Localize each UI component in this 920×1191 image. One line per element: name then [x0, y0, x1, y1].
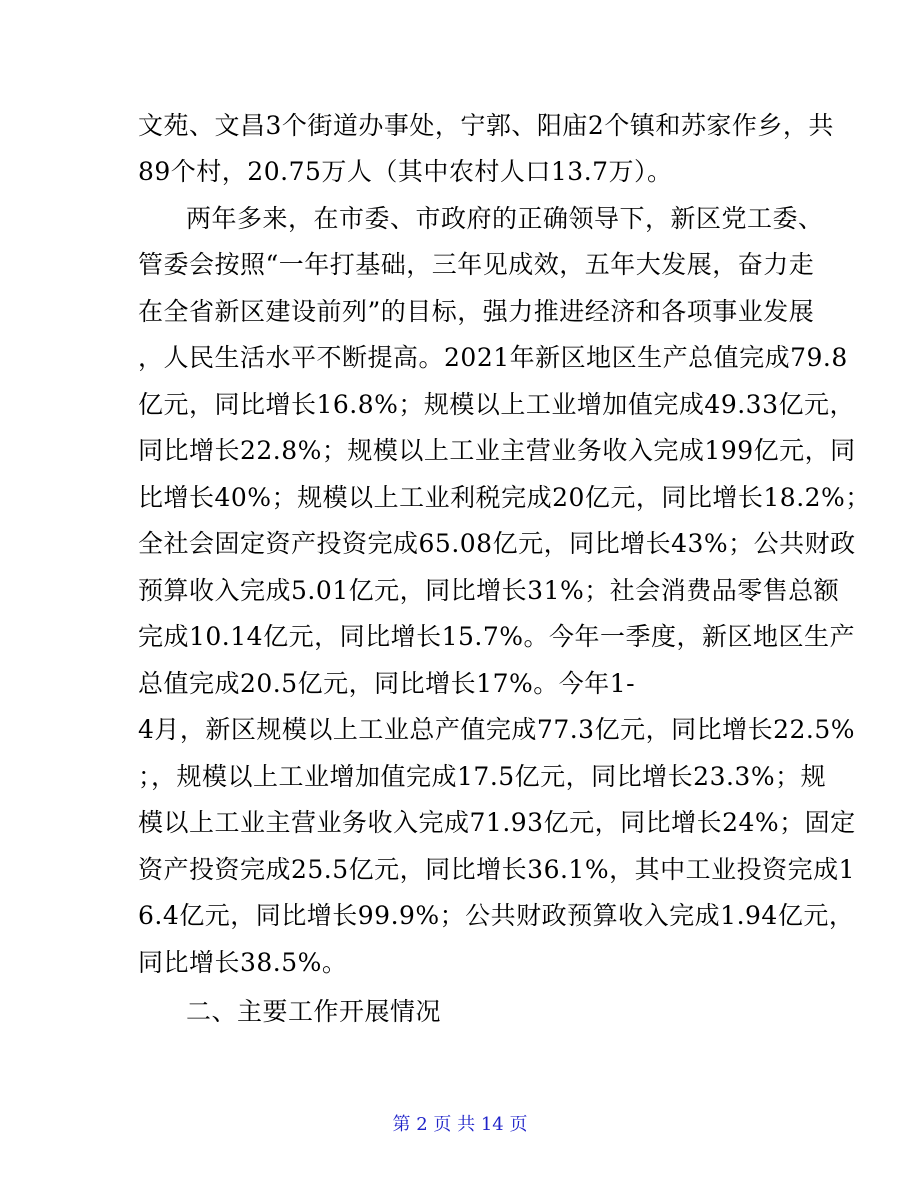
- body-text-line: 文苑、文昌3个街道办事处，宁郭、阳庙2个镇和苏家作乡，共: [138, 111, 834, 140]
- body-text-line: 完成10.14亿元，同比增长15.7%。今年一季度，新区地区生产: [138, 622, 855, 651]
- body-text-line: 预算收入完成5.01亿元，同比增长31%；社会消费品零售总额: [138, 576, 840, 605]
- body-text-line: 89个村，20.75万人（其中农村人口13.7万）。: [138, 157, 673, 186]
- body-text-line: ，人民生活水平不断提高。2021年新区地区生产总值完成79.8: [138, 343, 848, 372]
- body-text-line: 亿元，同比增长16.8%；规模以上工业增加值完成49.33亿元，: [138, 390, 855, 419]
- body-text-line: 比增长40%；规模以上工业利税完成20亿元，同比增长18.2%；: [138, 483, 871, 512]
- body-text-line: ；，规模以上工业增加值完成17.5亿元，同比增长23.3%；规: [138, 762, 827, 791]
- body-text-line: 同比增长22.8%；规模以上工业主营业务收入完成199亿元，同: [138, 436, 856, 465]
- body-text-line: 总值完成20.5亿元，同比增长17%。今年1-: [138, 669, 636, 698]
- body-text-line: 同比增长38.5%。: [138, 948, 348, 977]
- body-text-line: 管委会按照“一年打基础，三年见成效，五年大发展，奋力走: [138, 250, 815, 279]
- body-text-line: 资产投资完成25.5亿元，同比增长36.1%，其中工业投资完成1: [138, 855, 855, 884]
- body-text-line: 4月，新区规模以上工业总产值完成77.3亿元，同比增长22.5%: [138, 715, 855, 744]
- paragraph-first-line: 两年多来，在市委、市政府的正确领导下，新区党工委、: [186, 204, 824, 233]
- body-text-line: 全社会固定资产投资完成65.08亿元，同比增长43%；公共财政: [138, 529, 856, 558]
- page-number-footer: 第 2 页 共 14 页: [392, 1114, 528, 1135]
- section-heading: 二、主要工作开展情况: [186, 997, 442, 1026]
- body-text-line: 在全省新区建设前列”的目标，强力推进经济和各项事业发展: [138, 297, 815, 326]
- body-text-line: 6.4亿元，同比增长99.9%；公共财政预算收入完成1.94亿元，: [138, 901, 855, 930]
- body-text-line: 模以上工业主营业务收入完成71.93亿元，同比增长24%；固定: [138, 808, 856, 837]
